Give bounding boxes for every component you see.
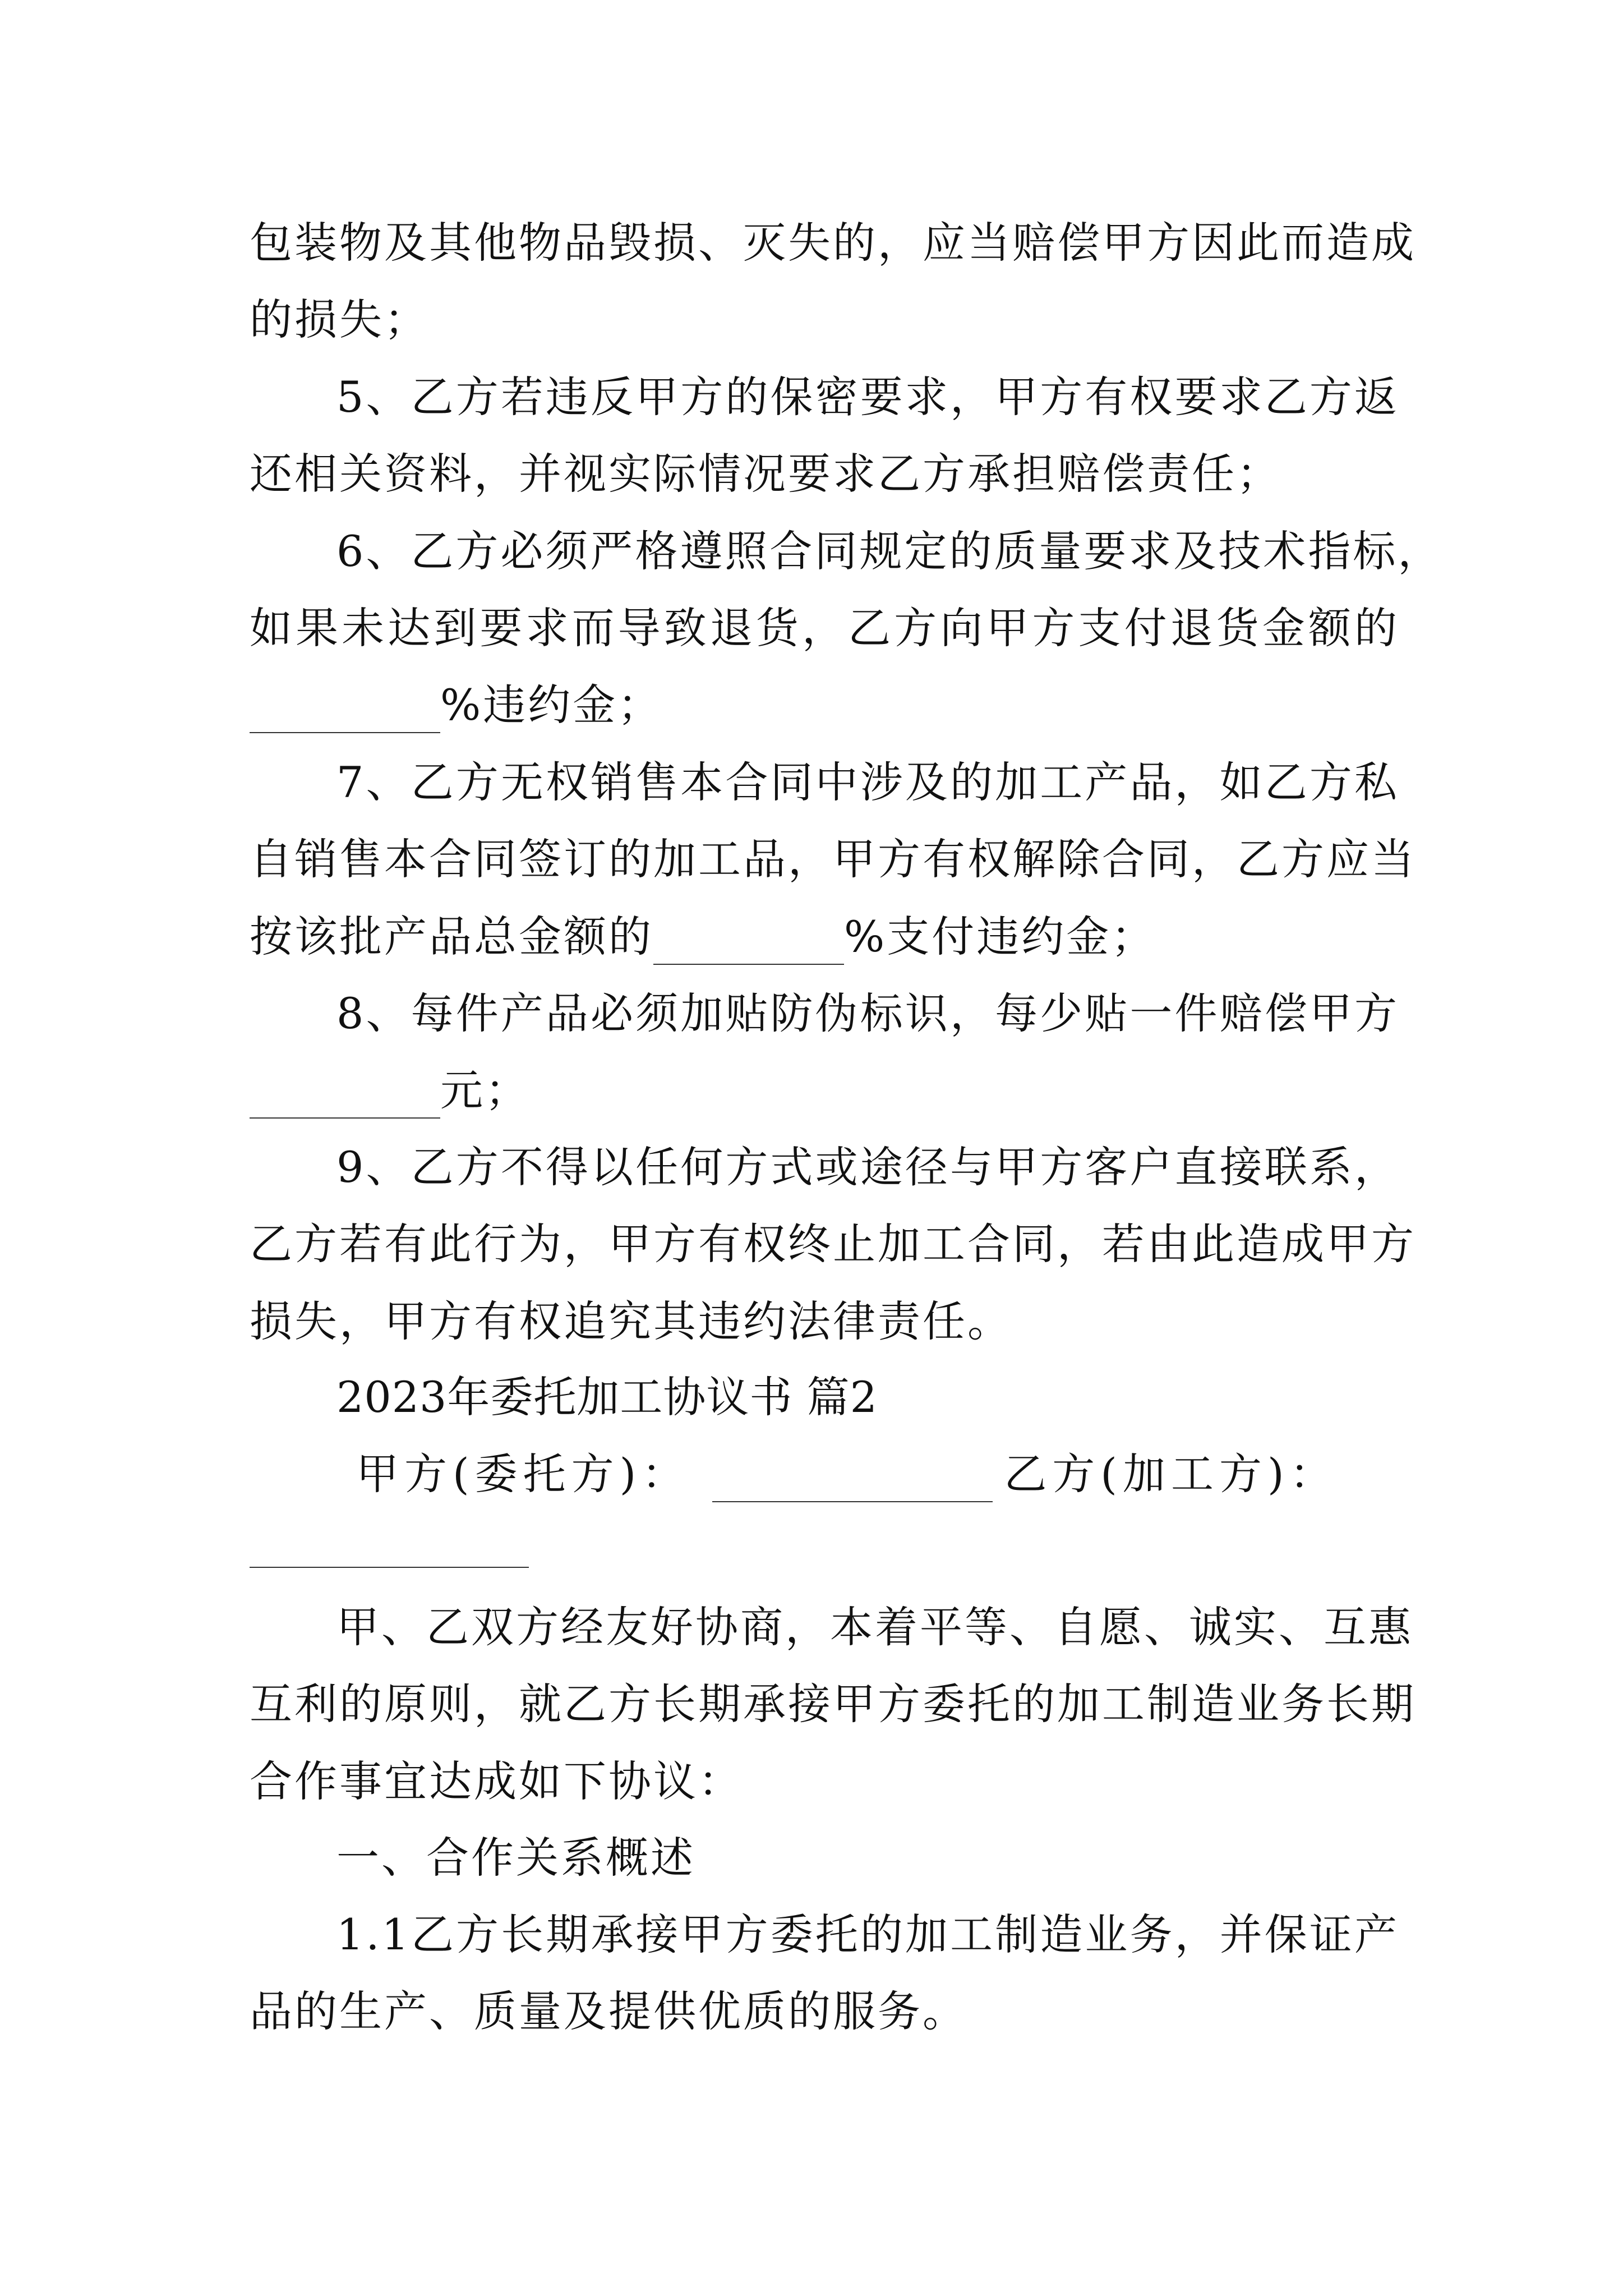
- section-title: 2023年委托加工协议书 篇2: [336, 1372, 878, 1422]
- clause-1-1-line1: 1.1乙方长期承接甲方委托的加工制造业务，并保证产: [336, 1910, 1399, 1959]
- intro-line2: 互利的原则，就乙方长期承接甲方委托的加工制造业务长期: [250, 1679, 1416, 1729]
- p6-line3: [250, 677, 1399, 733]
- penalty-percent-blank[interactable]: [250, 688, 440, 733]
- p5-line1: 5、乙方若违反甲方的保密要求，甲方有权要求乙方返: [336, 372, 1399, 422]
- p8-line1: 8、每件产品必须加贴防伪标识，每少贴一件赔偿甲方: [336, 988, 1399, 1038]
- p6-line2: 如果未达到要求而导致退货，乙方向甲方支付退货金额的: [250, 603, 1399, 653]
- p9-line2: 乙方若有此行为，甲方有权终止加工合同，若由此造成甲方: [250, 1219, 1416, 1269]
- sales-penalty-blank[interactable]: [653, 920, 844, 965]
- clause-1-1-line2: 品的生产、质量及提供优质的服务。: [250, 1986, 967, 2036]
- intro-line3: 合作事宜达成如下协议：: [250, 1756, 743, 1806]
- p6-line1: 6、乙方必须严格遵照合同规定的质量要求及技术指标，: [336, 526, 1443, 576]
- heading-cooperation-overview: 一、合作关系概述: [336, 1833, 695, 1883]
- p9-line3: 损失，甲方有权追究其违约法律责任。: [250, 1296, 1012, 1346]
- p7-line3-suffix: %支付违约金；: [844, 912, 1156, 961]
- p8-line2: [250, 1062, 1399, 1119]
- p6-line3-suffix: %违约金；: [440, 680, 663, 730]
- p9-line1: 9、乙方不得以任何方式或途径与甲方客户直接联系，: [336, 1142, 1399, 1192]
- party-a-label: 甲方(委托方)：: [356, 1449, 690, 1499]
- p1-line2: 的损失；: [250, 295, 429, 344]
- p5-line2: 还相关资料，并视实际情况要求乙方承担赔偿责任；: [250, 449, 1281, 499]
- label-penalty-amount-blank[interactable]: [250, 1074, 440, 1119]
- p8-line2-suffix: 元；: [440, 1065, 530, 1115]
- p7-line3: [250, 909, 1399, 965]
- p7-line3-prefix: 按该批产品总金额的: [250, 912, 653, 961]
- party-a-blank[interactable]: [712, 1457, 993, 1502]
- intro-line1: 甲、乙双方经友好协商，本着平等、自愿、诚实、互惠: [336, 1602, 1413, 1652]
- party-b-label: 乙方(加工方)：: [1004, 1449, 1338, 1499]
- p1-line1: 包装物及其他物品毁损、灭失的，应当赔偿甲方因此而造成: [250, 218, 1416, 268]
- p7-line2: 自销售本合同签订的加工品，甲方有权解除合同，乙方应当: [250, 834, 1416, 884]
- party-b-blank[interactable]: [250, 1567, 529, 1568]
- p7-line1: 7、乙方无权销售本合同中涉及的加工产品，如乙方私: [336, 757, 1399, 807]
- parties-line: [356, 1446, 1399, 1502]
